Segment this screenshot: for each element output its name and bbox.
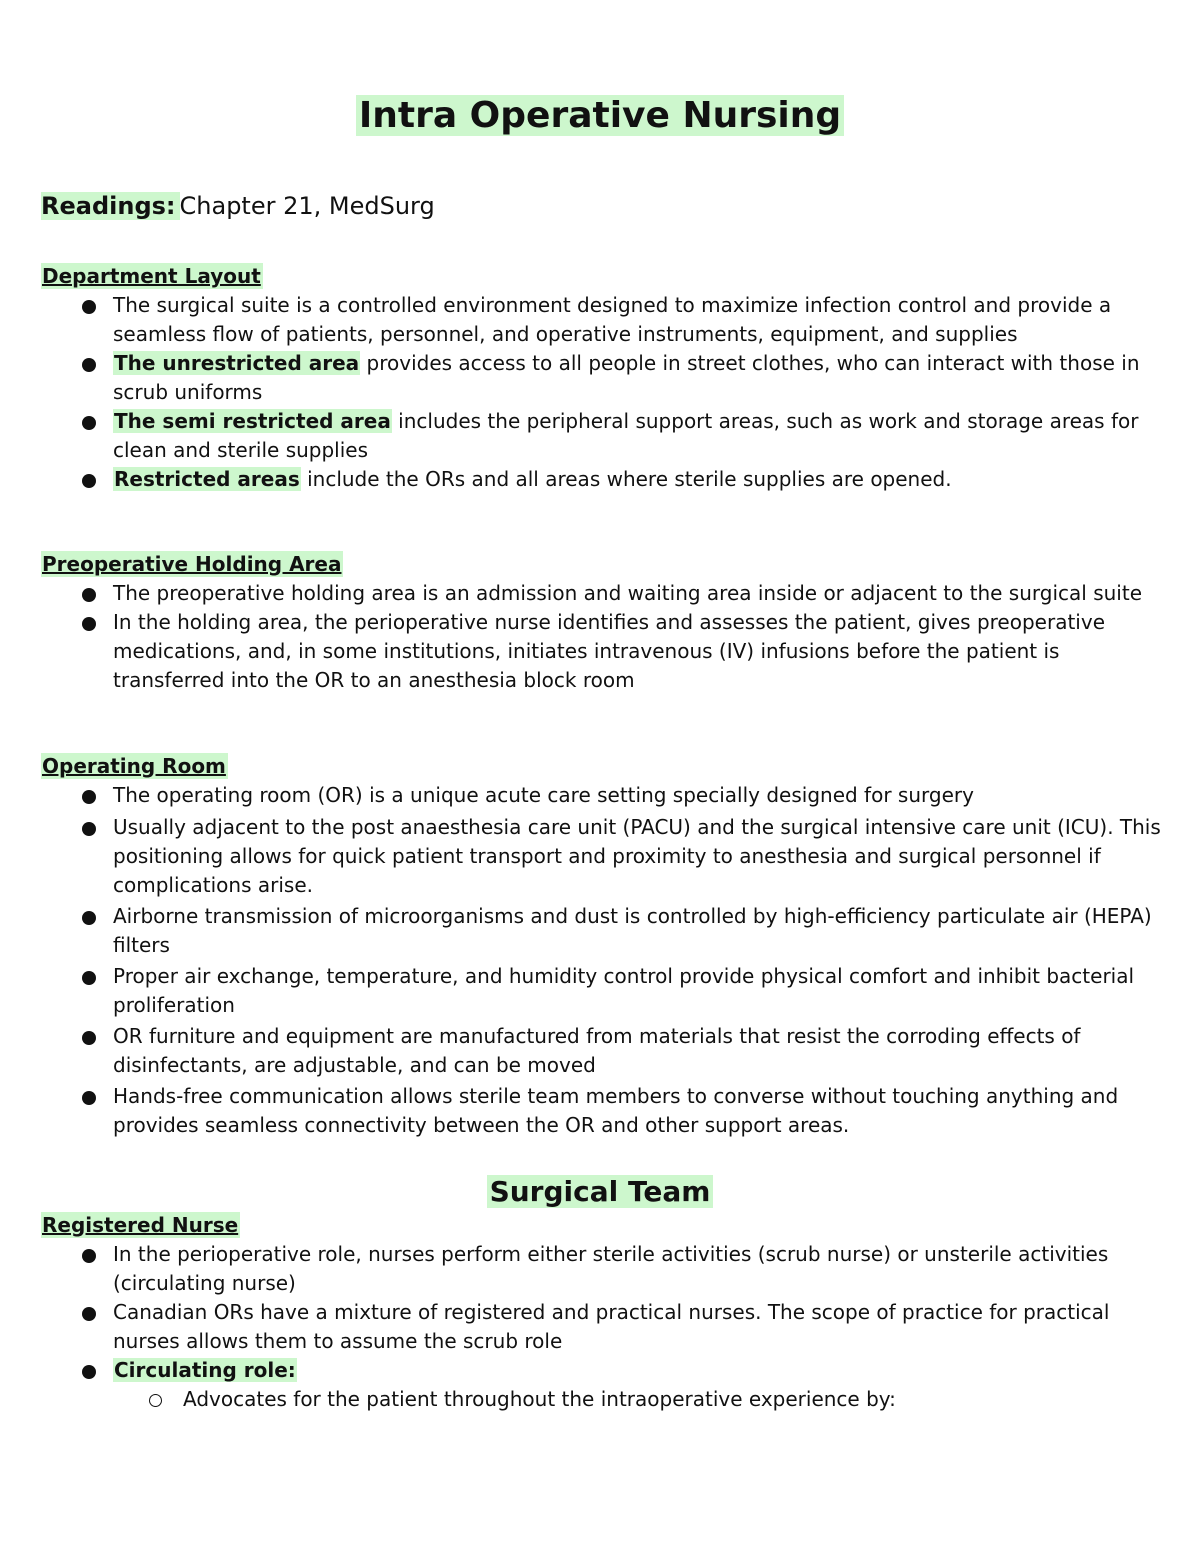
readings-line xyxy=(41,190,435,222)
bullet-icon xyxy=(82,588,96,602)
bullet-icon xyxy=(82,617,96,631)
list-item: Airborne transmission of microorganisms and dust is controlled by high-efficiency particulate air (HEPA) filters xyxy=(41,902,1166,960)
key-term: The semi restricted area xyxy=(114,409,391,433)
list-item: Usually adjacent to the post anaesthesia care unit (PACU) and the surgical intensive care unit (ICU). This positioning allows for quick patient transport and proximity to anesthesia and surgical personnel if complications arise. xyxy=(41,813,1166,900)
section-heading: Department Layout xyxy=(42,264,261,288)
section-title-surgical-team: Surgical Team xyxy=(0,1174,1200,1210)
bullet-list xyxy=(41,291,1166,494)
list-item: The preoperative holding area is an admission and waiting area inside or adjacent to the surgical suite xyxy=(41,579,1166,608)
list-item: In the holding area, the perioperative nurse identifies and assesses the patient, gives preoperative medications, and, in some institutions, initiates intravenous (IV) infusions before the patient is transferred into the OR to an anesthesia block room xyxy=(41,608,1166,695)
page-title: Intra Operative Nursing xyxy=(0,94,1200,138)
bullet-list xyxy=(41,1240,1166,1414)
bullet-icon xyxy=(82,1365,96,1379)
section-operating-room xyxy=(41,753,1166,1140)
section-heading: Preoperative Holding Area xyxy=(42,552,342,576)
readings-label: Readings: xyxy=(41,192,180,220)
list-item: In the perioperative role, nurses perform either sterile activities (scrub nurse) or unsterile activities (circulating nurse) xyxy=(41,1240,1166,1298)
bullet-icon xyxy=(82,416,96,430)
bullet-icon xyxy=(82,1091,96,1105)
bullet-icon xyxy=(82,1307,96,1321)
list-item: Restricted areas include the ORs and all areas where sterile supplies are opened. xyxy=(41,465,1166,494)
list-item: The operating room (OR) is a unique acute care setting specially designed for surgery xyxy=(41,781,1166,810)
list-item: Canadian ORs have a mixture of registered and practical nurses. The scope of practice for practical nurses allows them to assume the scrub role xyxy=(41,1298,1166,1356)
hollow-bullet-icon xyxy=(149,1394,162,1407)
bullet-icon xyxy=(82,474,96,488)
bullet-icon xyxy=(82,358,96,372)
bullet-icon xyxy=(82,971,96,985)
section-department-layout xyxy=(41,263,1166,494)
list-item xyxy=(41,1356,1166,1385)
bullet-icon xyxy=(82,1249,96,1263)
bullet-icon xyxy=(82,300,96,314)
bullet-icon xyxy=(82,1031,96,1045)
bullet-icon xyxy=(82,822,96,836)
bullet-list xyxy=(41,781,1166,1140)
bullet-icon xyxy=(82,790,96,804)
sub-list-item: Advocates for the patient throughout the intraoperative experience by: xyxy=(41,1385,1166,1414)
readings-text: Chapter 21, MedSurg xyxy=(179,192,435,220)
list-item: The semi restricted area includes the peripheral support areas, such as work and storage areas for clean and sterile supplies xyxy=(41,407,1166,465)
section-heading: Operating Room xyxy=(42,754,226,778)
list-item: OR furniture and equipment are manufactured from materials that resist the corroding effects of disinfectants, are adjustable, and can be moved xyxy=(41,1022,1166,1080)
key-term: Restricted areas xyxy=(114,467,300,491)
bullet-list xyxy=(41,579,1166,695)
key-term: Circulating role: xyxy=(114,1358,296,1382)
section-preoperative-holding xyxy=(41,551,1166,695)
key-term: The unrestricted area xyxy=(114,351,360,375)
list-item: Proper air exchange, temperature, and humidity control provide physical comfort and inhibit bacterial proliferation xyxy=(41,962,1166,1020)
list-item: Hands-free communication allows sterile team members to converse without touching anything and provides seamless connectivity between the OR and other support areas. xyxy=(41,1082,1166,1140)
section-registered-nurse xyxy=(41,1212,1166,1414)
section-heading: Registered Nurse xyxy=(42,1213,239,1237)
bullet-icon xyxy=(82,911,96,925)
list-item: The unrestricted area provides access to all people in street clothes, who can interact with those in scrub uniforms xyxy=(41,349,1166,407)
list-item: The surgical suite is a controlled environment designed to maximize infection control and provide a seamless flow of patients, personnel, and operative instruments, equipment, and supplies xyxy=(41,291,1166,349)
